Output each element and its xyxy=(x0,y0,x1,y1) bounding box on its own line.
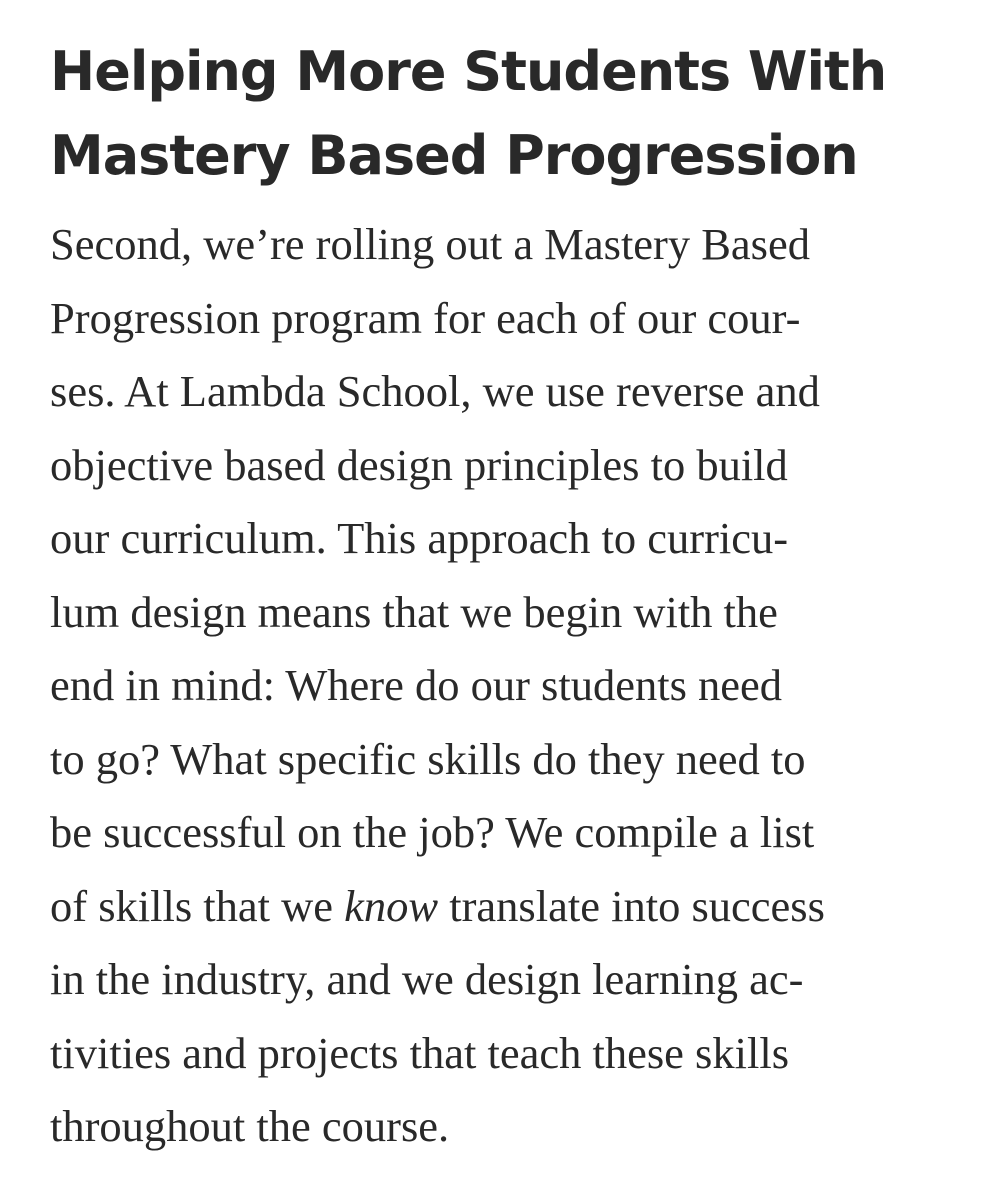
paragraph-line: ses. At Lambda School, we use reverse and xyxy=(50,366,820,416)
paragraph-line: throughout the course. xyxy=(50,1101,450,1151)
article-title-line: Mastery Based Progression xyxy=(50,124,858,187)
paragraph-line: lum design means that we begin with the xyxy=(50,586,778,637)
article-title-line: Helping More Students With xyxy=(50,40,887,103)
paragraph-line: in the industry, and we design learning ac- xyxy=(50,954,804,1004)
article-title xyxy=(50,30,950,198)
paragraph-line: our curriculum. This approach to curricu- xyxy=(50,513,789,563)
emphasized-word: know xyxy=(344,880,439,931)
paragraph-line: tivities and projects that teach these skills xyxy=(50,1027,790,1078)
paragraph-line: Progression program for each of our cour- xyxy=(50,292,801,343)
paragraph-text: of skills that we xyxy=(50,880,345,931)
paragraph-line xyxy=(50,870,950,944)
article-paragraph xyxy=(50,208,950,1164)
paragraph-text: translate into success xyxy=(438,880,825,931)
paragraph-line: be successful on the job? We compile a list xyxy=(50,807,815,857)
paragraph-line: objective based design principles to build xyxy=(50,439,788,490)
article xyxy=(50,30,950,1164)
paragraph-line: Second, we’re rolling out a Mastery Based xyxy=(50,219,810,269)
paragraph-line: end in mind: Where do our students need xyxy=(50,660,783,710)
paragraph-line: to go? What specific skills do they need to xyxy=(50,733,806,784)
